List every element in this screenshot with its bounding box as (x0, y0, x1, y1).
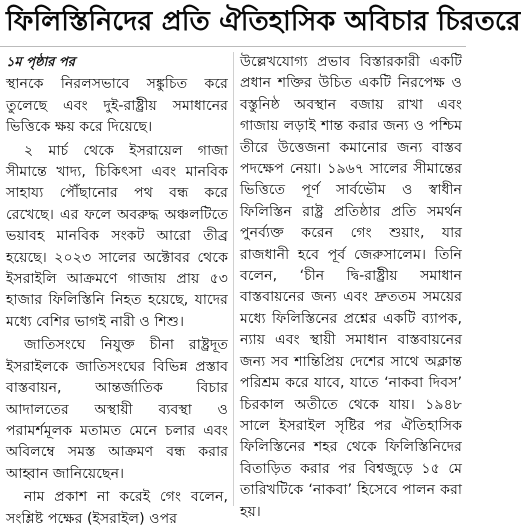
continued-from-page-label: ১ম পৃষ্ঠার পর (6, 55, 75, 70)
right-column (240, 52, 462, 525)
headline-band (0, 0, 521, 47)
article-paragraph: ২ মার্চ থেকে ইসরায়েল গাজা সীমান্তে খাদ্য, চিকিৎসা এবং মানবিক সাহায্য পৌঁছানোর পথ বন্ধ করে রেখেছে। এর ফলে অবরুদ্ধ অঞ্চলটিতে ভয়াবহ মানবিক সংকট আরো তীব্র হয়েছে। ২০২৩ সালের অক্টোবর থেকে ইসরাইলি আক্রমণে গাজায় প্রায় ৫৩ হাজার ফিলিস্তিনি নিহত হয়েছে, যাদের মধ্যে বেশির ভাগই নারী ও শিশু। (6, 142, 228, 330)
column-divider (233, 52, 234, 506)
article-paragraph: নাম প্রকাশ না করেই গেং বলেন, সংশ্লিষ্ট পক্ষের (ইসরাইল) ওপর (6, 489, 228, 527)
article-paragraph: জাতিসংঘে নিযুক্ত চীনা রাষ্ট্রদূত ইসরাইলকে জাতিসংঘের বিভিন্ন প্রস্তাব বাস্তবায়ন, আন্তর্জাতিক বিচার আদালতের অস্থায়ী ব্যবস্থা ও পরামর্শমূলক মতামত মেনে চলার এবং অবিলম্বে সমস্ত আক্রমণ বন্ধ করার আহ্বান জানিয়েছেন। (6, 337, 228, 482)
article-paragraph: উল্লেখযোগ্য প্রভাব বিস্তারকারী একটি প্রধান শক্তির উচিত একটি নিরপেক্ষ ও বস্তুনিষ্ঠ অবস্থান বজায় রাখা এবং গাজায় লড়াই শান্ত করার জন্য ও পশ্চিম তীরে উত্তেজনা কমানোর জন্য বাস্তব পদক্ষেপ নেয়া। ১৯৬৭ সালের সীমান্তের ভিত্তিতে পূর্ণ সার্বভৌম ও স্বাধীন ফিলিস্তিন রাষ্ট্র প্রতিষ্ঠার প্রতি সমর্থন পুনর্ব্যক্ত করেন গেং শুয়াং, যার রাজধানী হবে পূর্ব জেরুসালেম। তিনি বলেন, ‘চীন দ্বি-রাষ্ট্রীয় সমাধান বাস্তবায়নের জন্য এবং দ্রুততম সময়ের মধ্যে ফিলিস্তিনের প্রশ্নের একটি ব্যাপক, ন্যায় এবং স্থায়ী সমাধান বাস্তবায়নের জন্য সব শান্তিপ্রিয় দেশের সাথে অক্লান্ত পরিশ্রম করে যাবে, যাতে ‘নাকবা দিবস’ চিরকাল অতীতে থেকে যায়। ১৯৪৮ সালে ইসরাইল সৃষ্টির পর ঐতিহাসিক ফিলিস্তিনের শহর থেকে ফিলিস্তিনিদের বিতাড়িত করার পর বিশ্বজুড়ে ১৫ মে তারিখটিকে ‘নাকবা’ হিসেবে পালন করা হয়। (240, 54, 462, 520)
article-paragraph: স্থানকে নিরলসভাবে সঙ্কুচিত করে তুলেছে এবং দুই-রাষ্ট্রীয় সমাধানের ভিত্তিকে ক্ষয় করে দিয়েছে। (6, 76, 228, 136)
headline: ফিলিস্তিনিদের প্রতি ঐতিহাসিক অবিচার চিরতরে (6, 6, 521, 37)
left-column (6, 52, 228, 532)
